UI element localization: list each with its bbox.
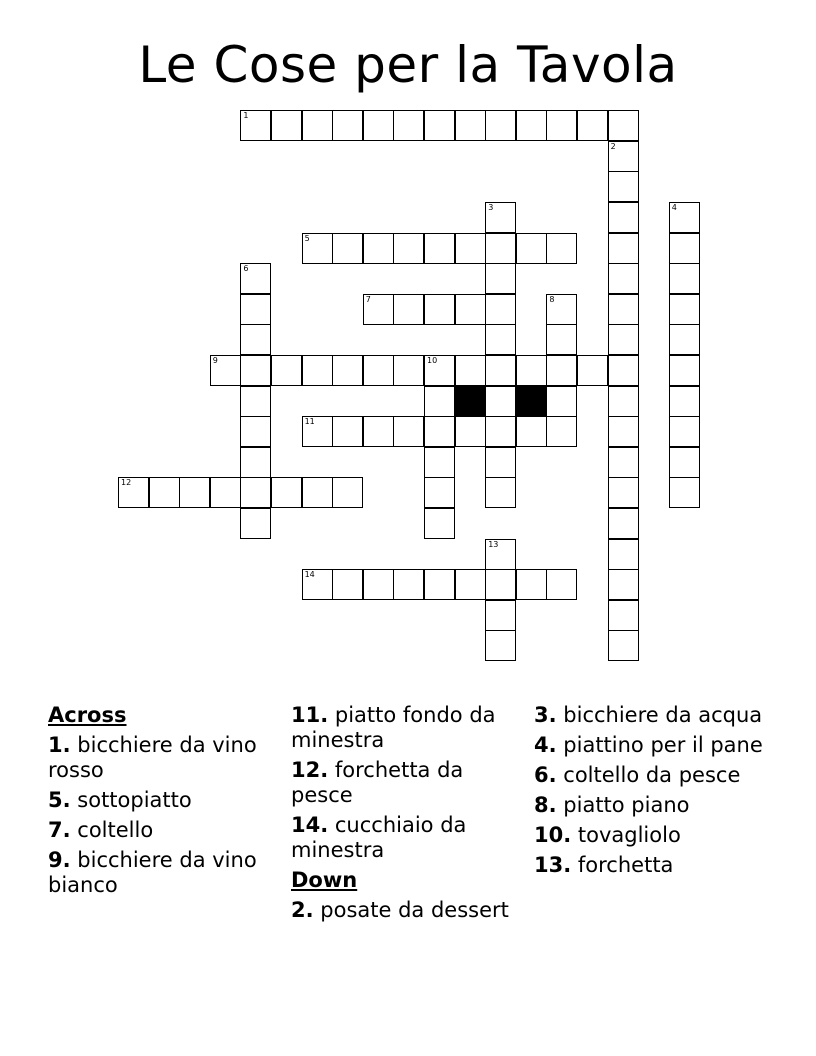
grid-cell[interactable] (240, 416, 271, 447)
grid-cell[interactable] (240, 508, 271, 539)
grid-cell[interactable] (485, 202, 516, 233)
grid-cell[interactable] (608, 386, 639, 417)
grid-cell[interactable] (608, 539, 639, 570)
grid-cell[interactable] (302, 110, 333, 141)
grid-cell[interactable] (669, 386, 700, 417)
clue-number: 8. (534, 793, 557, 817)
grid-cell[interactable] (363, 355, 394, 386)
grid-cell[interactable] (332, 416, 363, 447)
grid-cell[interactable] (271, 477, 302, 508)
clue-number-label: 5 (304, 233, 310, 243)
grid-cell[interactable] (455, 569, 486, 600)
grid-cell[interactable] (240, 263, 271, 294)
clue-text: sottopiatto (77, 788, 192, 812)
grid-cell[interactable] (455, 233, 486, 264)
clue-number-label: 1 (243, 111, 249, 121)
grid-cell[interactable] (608, 416, 639, 447)
grid-cell[interactable] (608, 110, 639, 141)
grid-cell[interactable] (118, 477, 149, 508)
clue-down-8 (534, 793, 774, 818)
clue-across-14 (291, 813, 531, 863)
clue-text: forchetta da pesce (291, 758, 464, 807)
clue-down-3 (534, 703, 774, 728)
grid-cell[interactable] (485, 600, 516, 631)
clue-across-1 (48, 733, 288, 783)
clues-column-3 (534, 703, 774, 883)
clue-number: 12. (291, 758, 329, 782)
grid-cell[interactable] (485, 477, 516, 508)
grid-cell[interactable] (393, 110, 424, 141)
grid-cell[interactable] (240, 294, 271, 325)
clue-number: 2. (291, 898, 314, 922)
grid-cell[interactable] (485, 416, 516, 447)
clue-number-label: 9 (212, 355, 218, 365)
grid-cell[interactable] (608, 202, 639, 233)
grid-cell[interactable] (332, 233, 363, 264)
grid-cell[interactable] (424, 416, 455, 447)
clue-down-6 (534, 763, 774, 788)
clue-number-label: 2 (610, 141, 616, 151)
clue-across-7 (48, 818, 288, 843)
clue-across-9 (48, 848, 288, 898)
grid-cell[interactable] (546, 233, 577, 264)
grid-cell[interactable] (210, 355, 241, 386)
clue-number: 14. (291, 813, 329, 837)
grid-cell[interactable] (240, 110, 271, 141)
grid-cell[interactable] (363, 110, 394, 141)
grid-cell[interactable] (485, 539, 516, 570)
clue-text: bicchiere da acqua (563, 703, 763, 727)
grid-cell[interactable] (393, 294, 424, 325)
clue-number-label: 8 (549, 294, 555, 304)
clue-text: tovagliolo (577, 823, 681, 847)
clue-across-5 (48, 788, 288, 813)
grid-cell[interactable] (516, 233, 547, 264)
clue-number-label: 4 (671, 202, 677, 212)
grid-cell[interactable] (546, 355, 577, 386)
grid-cell[interactable] (516, 355, 547, 386)
clue-text: piatto piano (563, 793, 690, 817)
grid-cell[interactable] (393, 355, 424, 386)
black-square (455, 386, 486, 417)
clue-number-label: 11 (304, 417, 315, 427)
grid-cell[interactable] (393, 569, 424, 600)
grid-cell[interactable] (424, 477, 455, 508)
clue-number: 9. (48, 848, 71, 872)
grid-cell[interactable] (608, 477, 639, 508)
grid-cell[interactable] (485, 386, 516, 417)
grid-cell[interactable] (271, 110, 302, 141)
grid-cell[interactable] (332, 569, 363, 600)
black-square (516, 386, 547, 417)
grid-cell[interactable] (240, 324, 271, 355)
grid-cell[interactable] (516, 110, 547, 141)
grid-cell[interactable] (485, 110, 516, 141)
puzzle-title: Le Cose per la Tavola (138, 36, 678, 94)
grid-cell[interactable] (240, 355, 271, 386)
grid-cell[interactable] (424, 569, 455, 600)
grid-cell[interactable] (455, 416, 486, 447)
clue-number: 1. (48, 733, 71, 757)
clue-down-13 (534, 853, 774, 878)
grid-cell[interactable] (608, 324, 639, 355)
grid-cell[interactable] (424, 386, 455, 417)
clues-column-1 (48, 703, 288, 903)
grid-cell[interactable] (516, 416, 547, 447)
clue-number-label: 7 (365, 294, 371, 304)
grid-cell[interactable] (424, 233, 455, 264)
clue-number: 10. (534, 823, 572, 847)
grid-cell[interactable] (332, 477, 363, 508)
grid-cell[interactable] (424, 355, 455, 386)
clue-text: piattino per il pane (563, 733, 763, 757)
grid-cell[interactable] (455, 110, 486, 141)
grid-cell[interactable] (363, 233, 394, 264)
grid-cell[interactable] (424, 294, 455, 325)
grid-cell[interactable] (608, 600, 639, 631)
grid-cell[interactable] (240, 447, 271, 478)
clue-text: posate da dessert (320, 898, 509, 922)
grid-cell[interactable] (608, 508, 639, 539)
grid-cell[interactable] (271, 355, 302, 386)
grid-cell[interactable] (669, 477, 700, 508)
grid-cell[interactable] (302, 233, 333, 264)
across-heading: Across (48, 703, 127, 727)
clue-across-11 (291, 703, 531, 753)
clue-text: bicchiere da vino rosso (48, 733, 257, 782)
grid-cell[interactable] (332, 355, 363, 386)
grid-cell[interactable] (608, 630, 639, 661)
grid-cell[interactable] (608, 569, 639, 600)
grid-cell[interactable] (608, 294, 639, 325)
grid-cell[interactable] (546, 416, 577, 447)
grid-cell[interactable] (608, 171, 639, 202)
grid-cell[interactable] (485, 324, 516, 355)
clue-number: 3. (534, 703, 557, 727)
grid-cell[interactable] (393, 416, 424, 447)
clue-down-10 (534, 823, 774, 848)
grid-cell[interactable] (302, 355, 333, 386)
clue-number: 6. (534, 763, 557, 787)
clue-text: piatto fondo da minestra (291, 703, 496, 752)
grid-cell[interactable] (546, 110, 577, 141)
grid-cell[interactable] (424, 447, 455, 478)
grid-cell[interactable] (669, 416, 700, 447)
grid-cell[interactable] (546, 294, 577, 325)
grid-cell[interactable] (424, 110, 455, 141)
grid-cell[interactable] (485, 233, 516, 264)
clue-number: 4. (534, 733, 557, 757)
grid-cell[interactable] (577, 110, 608, 141)
grid-cell[interactable] (608, 447, 639, 478)
grid-cell[interactable] (669, 263, 700, 294)
grid-cell[interactable] (546, 386, 577, 417)
grid-cell[interactable] (546, 569, 577, 600)
grid-cell[interactable] (332, 110, 363, 141)
clue-number-label: 10 (427, 355, 438, 365)
down-heading: Down (291, 868, 358, 892)
clue-number: 7. (48, 818, 71, 842)
grid-cell[interactable] (608, 355, 639, 386)
grid-cell[interactable] (393, 233, 424, 264)
clue-number: 5. (48, 788, 71, 812)
grid-cell[interactable] (669, 233, 700, 264)
clue-text: bicchiere da vino bianco (48, 848, 257, 897)
grid-cell[interactable] (577, 355, 608, 386)
grid-cell[interactable] (363, 416, 394, 447)
grid-cell[interactable] (363, 294, 394, 325)
grid-cell[interactable] (608, 233, 639, 264)
grid-cell[interactable] (455, 355, 486, 386)
grid-cell[interactable] (516, 569, 547, 600)
grid-cell[interactable] (669, 324, 700, 355)
grid-cell[interactable] (302, 569, 333, 600)
grid-cell[interactable] (240, 386, 271, 417)
clue-down-4 (534, 733, 774, 758)
grid-cell[interactable] (608, 263, 639, 294)
clue-text: coltello (77, 818, 154, 842)
grid-cell[interactable] (485, 355, 516, 386)
clue-text: cucchiaio da minestra (291, 813, 467, 862)
clue-across-12 (291, 758, 531, 808)
grid-cell[interactable] (363, 569, 394, 600)
grid-cell[interactable] (608, 141, 639, 172)
clue-number-label: 13 (488, 539, 499, 549)
grid-cell[interactable] (455, 294, 486, 325)
grid-cell[interactable] (485, 263, 516, 294)
grid-cell[interactable] (210, 477, 241, 508)
clue-number-label: 12 (121, 478, 132, 488)
grid-cell[interactable] (424, 508, 455, 539)
grid-cell[interactable] (669, 294, 700, 325)
clue-text: coltello da pesce (563, 763, 741, 787)
clue-number-label: 6 (243, 264, 249, 274)
grid-cell[interactable] (669, 202, 700, 233)
grid-cell[interactable] (149, 477, 180, 508)
clues-column-2 (291, 703, 531, 928)
grid-cell[interactable] (546, 324, 577, 355)
grid-cell[interactable] (302, 416, 333, 447)
grid-cell[interactable] (485, 447, 516, 478)
grid-cell[interactable] (669, 447, 700, 478)
clue-number: 13. (534, 853, 572, 877)
clue-number: 11. (291, 703, 329, 727)
grid-cell[interactable] (485, 630, 516, 661)
grid-cell[interactable] (669, 355, 700, 386)
grid-cell[interactable] (485, 569, 516, 600)
clue-text: forchetta (577, 853, 674, 877)
grid-cell[interactable] (240, 477, 271, 508)
clue-number-label: 3 (488, 202, 494, 212)
clue-number-label: 14 (304, 570, 315, 580)
grid-cell[interactable] (302, 477, 333, 508)
grid-cell[interactable] (179, 477, 210, 508)
grid-cell[interactable] (485, 294, 516, 325)
clue-down-2 (291, 898, 531, 923)
